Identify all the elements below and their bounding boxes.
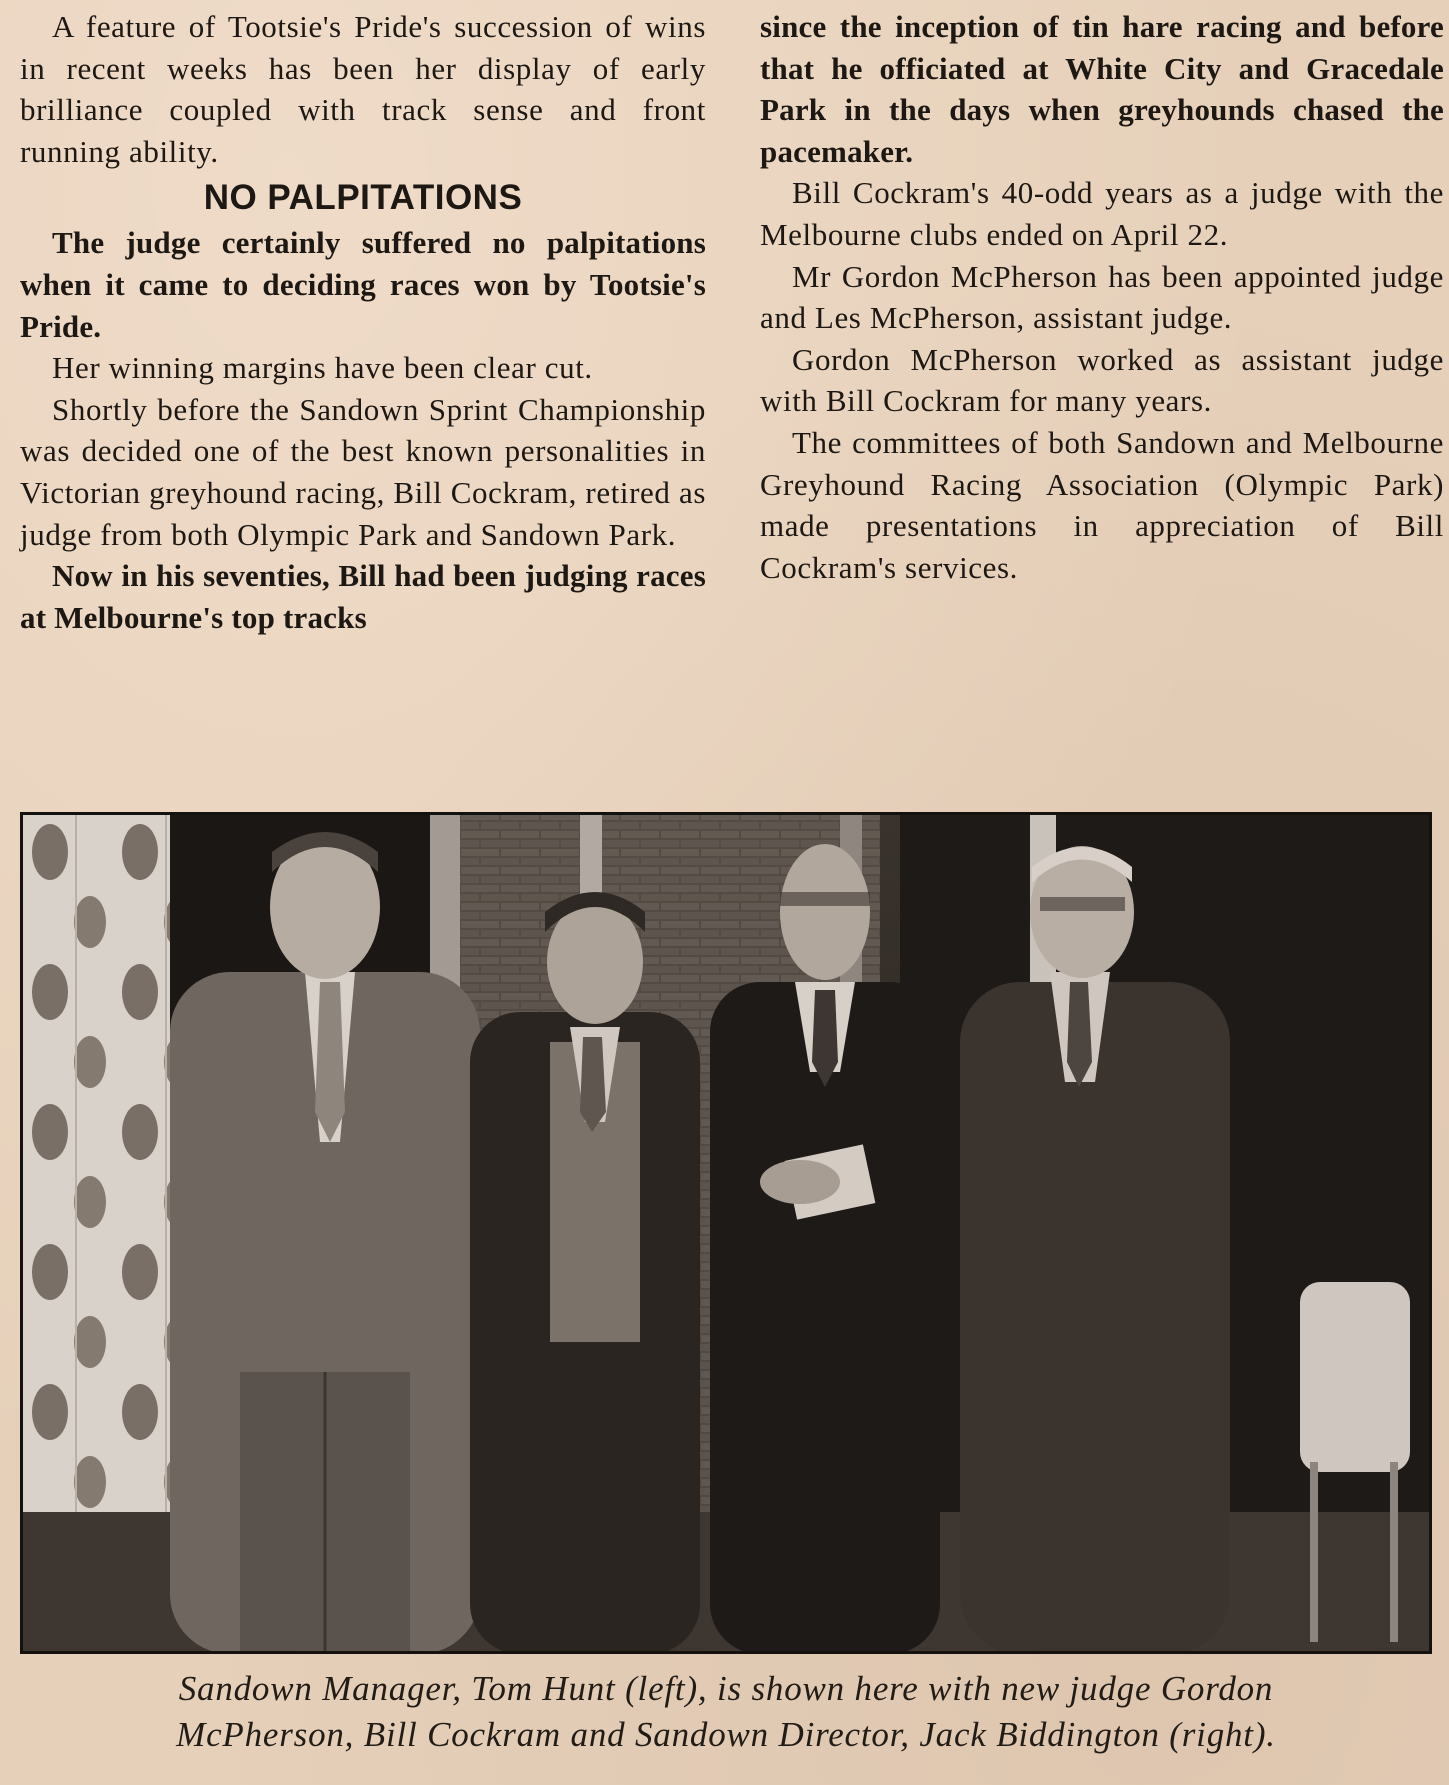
article-bold-paragraph: since the inception of tin hare racing and before that he officiated at White City and Gracedale Park in the days when greyhounds chased the pacemaker.: [760, 9, 1444, 169]
article-paragraph: Mr Gordon McPherson has been appointed judge and Les McPherson, assistant judge.: [760, 258, 1444, 336]
article-paragraph: Gordon McPherson worked as assistant judge with Bill Cockram for many years.: [760, 341, 1444, 419]
article-paragraph: The committees of both Sandown and Melbourne Greyhound Racing Association (Olympic Park) made presentations in appreciation of Bill Cockram's services.: [760, 424, 1444, 585]
article-left-column: [20, 6, 706, 638]
article-paragraph: Shortly before the Sandown Sprint Championship was decided one of the best known personalities in Victorian greyhound racing, Bill Cockram, retired as judge from both Olympic Park and Sandown Park.: [20, 391, 706, 552]
photo-illustration: [20, 812, 1432, 1654]
article-paragraph: Bill Cockram's 40-odd years as a judge with the Melbourne clubs ended on April 22.: [760, 175, 1444, 252]
section-subheading: NO PALPITATIONS: [203, 178, 523, 218]
article-paragraph: Her winning margins have been clear cut.: [52, 350, 593, 386]
caption-line-1: Sandown Manager, Tom Hunt (left), is shown here with new judge Gordon: [178, 1669, 1274, 1708]
article-paragraph: A feature of Tootsie's Pride's succession of wins in recent weeks has been her display of early brilliance coupled with track sense and front running ability.: [20, 9, 706, 169]
photo-caption: [20, 1666, 1432, 1758]
article-lead-paragraph: The judge certainly suffered no palpitations when it came to deciding races won by Tootsie's Pride.: [20, 225, 706, 344]
group-photograph: [20, 812, 1432, 1654]
caption-line-2: McPherson, Bill Cockram and Sandown Director, Jack Biddington (right).: [176, 1715, 1276, 1754]
article-bold-paragraph: Now in his seventies, Bill had been judging races at Melbourne's top tracks: [20, 558, 706, 635]
article-right-column: [760, 6, 1444, 588]
